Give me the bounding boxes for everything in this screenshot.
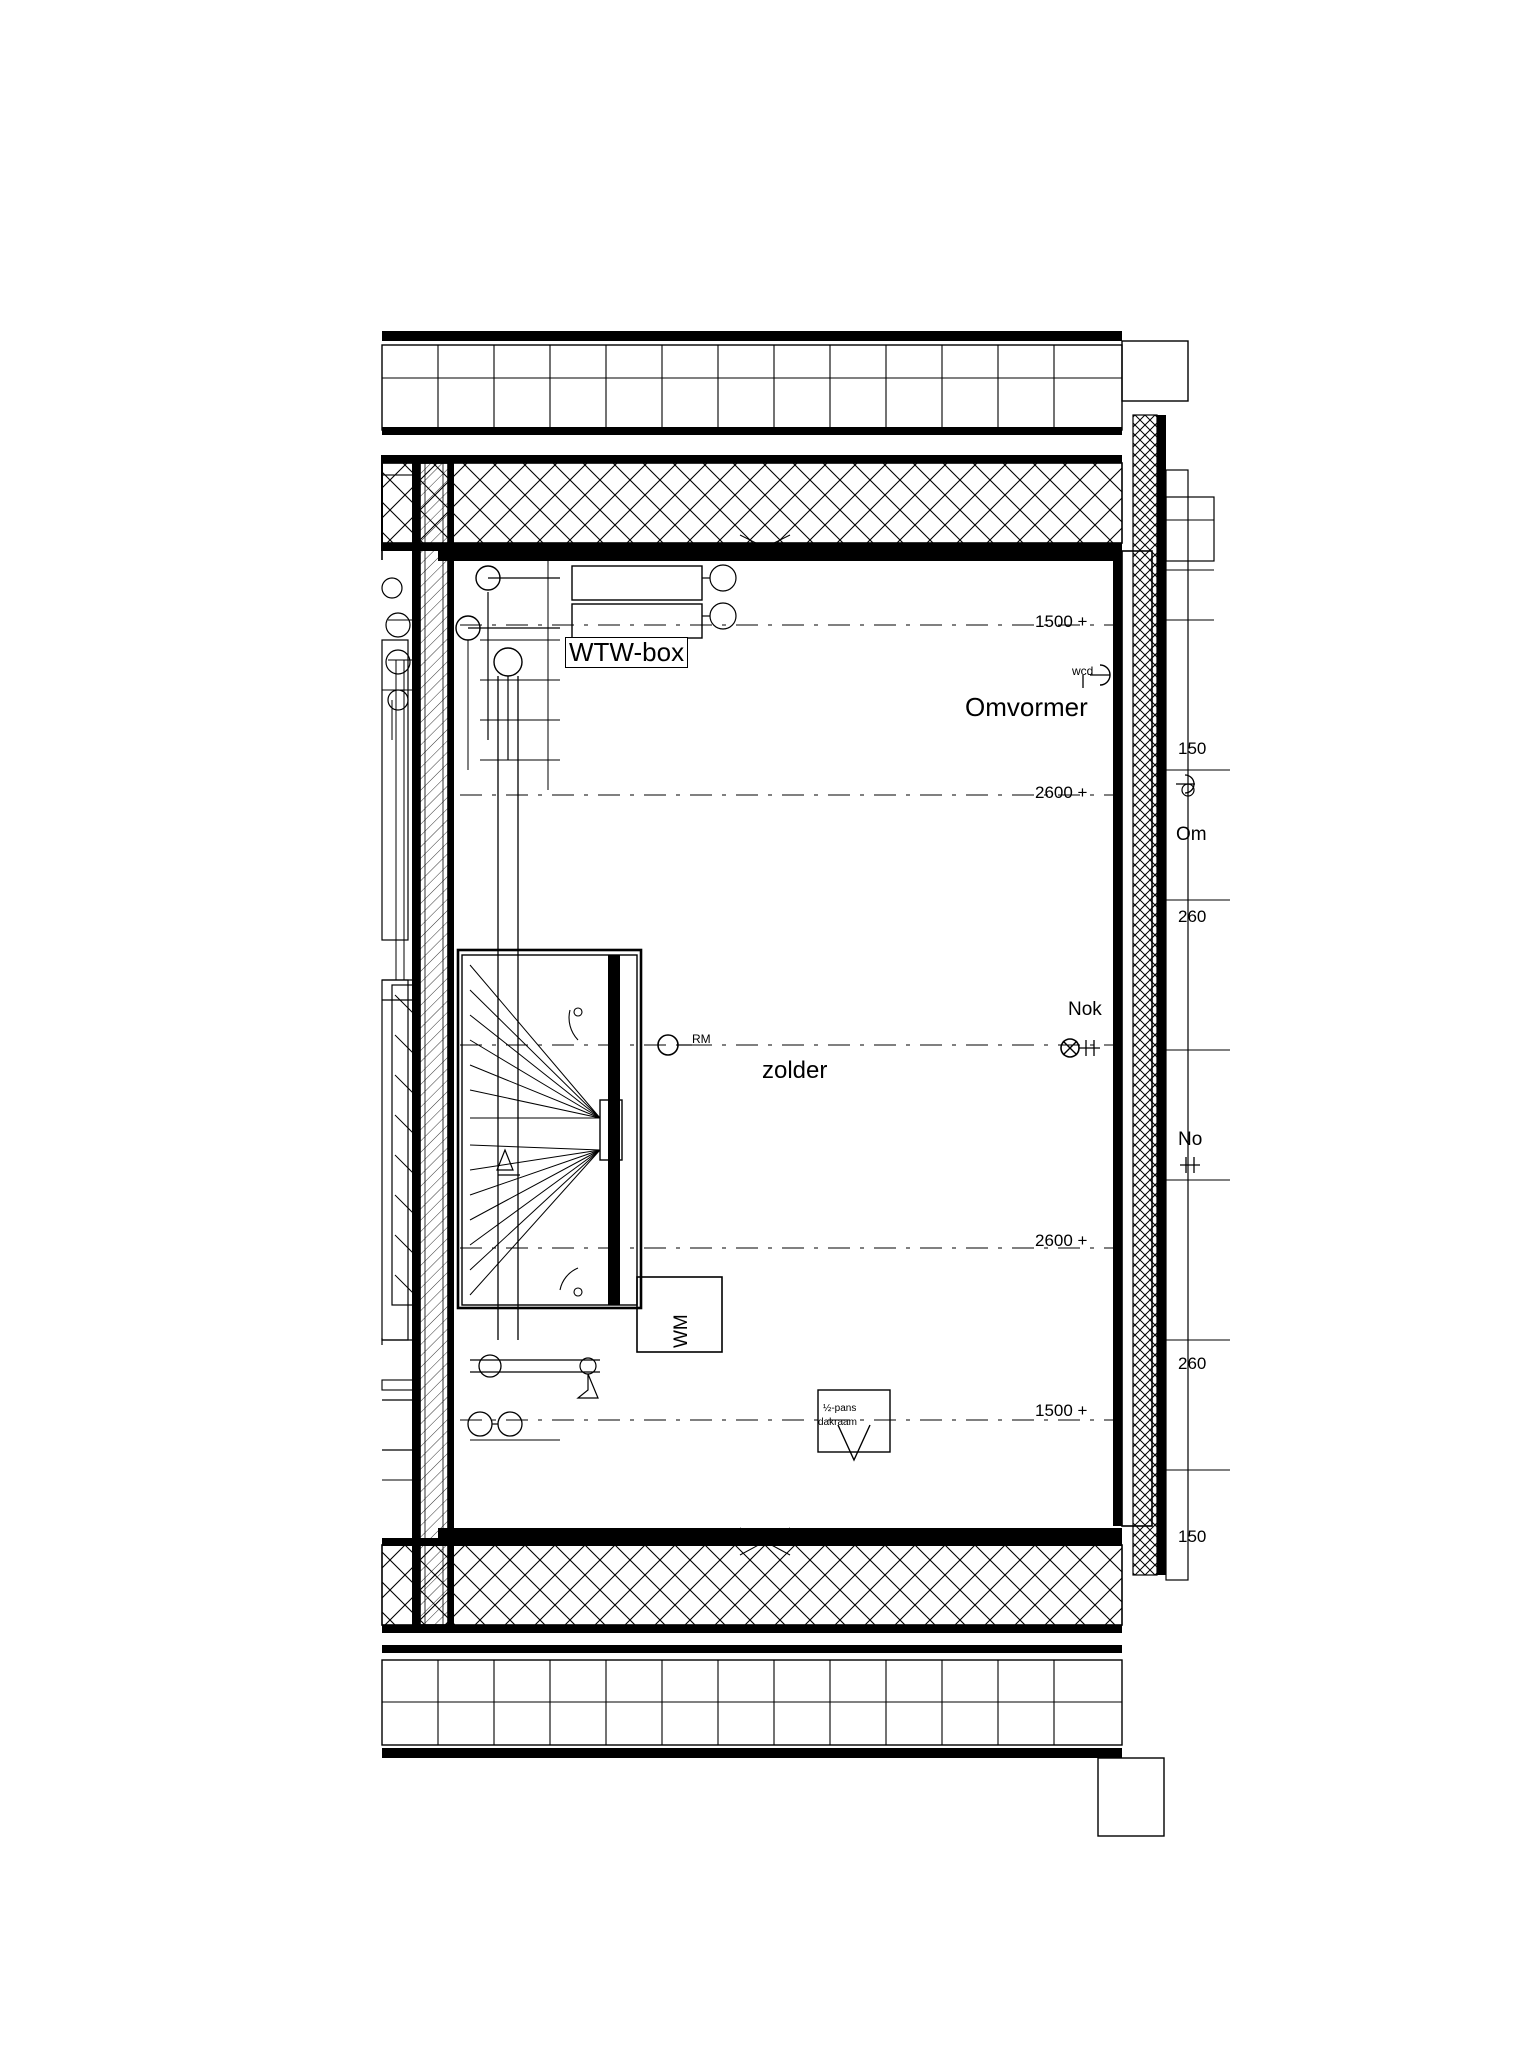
dakraam-label-line1: ½-pans <box>823 1403 857 1414</box>
dimension-2: 2600 + <box>1035 783 1088 802</box>
room-name-label: zolder <box>762 1057 828 1084</box>
dimension-1: 1500 + <box>1035 612 1088 631</box>
edge-dimension-1: 150 <box>1178 739 1207 758</box>
edge-dimension-4: 150 <box>1178 1527 1207 1546</box>
edge-dimension-2: 260 <box>1178 907 1207 926</box>
right-side-details <box>1166 497 1230 1470</box>
rookmelder-label: RM <box>692 1032 711 1046</box>
omvormer-right-label: Om <box>1176 824 1207 845</box>
room-grid-lines <box>460 625 1113 1420</box>
roof-top-assembly <box>382 331 1188 435</box>
wasmachine-label: WM <box>671 1314 692 1348</box>
omvormer-label: Omvormer <box>965 692 1088 722</box>
nok-symbol <box>1061 1039 1100 1057</box>
dakraam-label-line2: dakraam <box>818 1417 857 1428</box>
socket-outlet-right-symbol <box>1176 775 1195 793</box>
plumbing-bottom <box>468 1355 600 1440</box>
wcd-label: wcd <box>1072 664 1094 678</box>
dimension-4: 1500 + <box>1035 1401 1088 1420</box>
roof-bottom-assembly <box>382 1645 1164 1836</box>
roof-insulation-bottom <box>382 1528 1122 1633</box>
nok-label: Nok <box>1068 999 1102 1020</box>
edge-dimension-3: 260 <box>1178 1354 1207 1373</box>
dimension-3: 2600 + <box>1035 1231 1088 1250</box>
wtw-box-label: WTW-box <box>565 637 688 668</box>
right-wall <box>1113 415 1188 1580</box>
nok-right-label: No <box>1178 1129 1203 1150</box>
nok-right-symbol <box>1180 1157 1200 1173</box>
roof-insulation-top <box>382 455 1122 561</box>
